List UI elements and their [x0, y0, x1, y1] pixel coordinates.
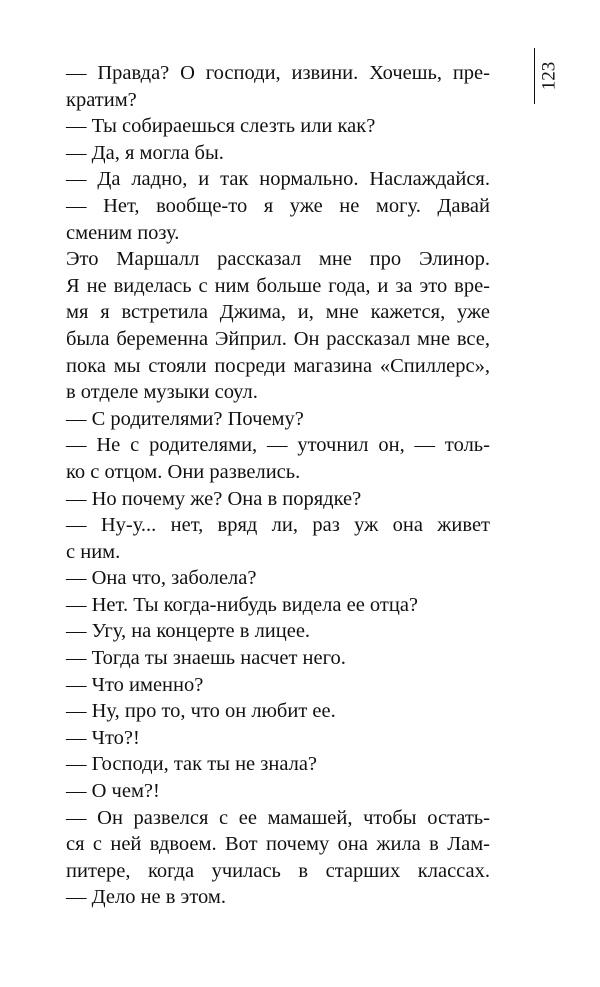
text-line: сменим позу. — [66, 221, 180, 244]
text-line: с ним. — [66, 540, 121, 563]
text-line: в отделе музыки соул. — [66, 381, 258, 404]
text-line: Я не виделась с ним больше года, и за это вре- — [66, 274, 490, 297]
text-line: — Он развелся с ее мамашей, чтобы остать- — [66, 806, 490, 829]
text-line: — Угу, на концерте в лицее. — [66, 620, 311, 643]
text-line: — Но почему же? Она в порядке? — [66, 487, 362, 510]
text-line: — Ну-у... нет, вряд ли, раз уж она живет — [66, 514, 490, 537]
text-line: — Да, я могла бы. — [66, 141, 224, 164]
text-line: — Тогда ты знаешь насчет него. — [66, 647, 346, 670]
text-line: — Да ладно, и так нормально. Наслаждайся. — [66, 168, 490, 191]
text-line: была беременна Эйприл. Он рассказал мне все, — [66, 327, 490, 350]
page-number — [534, 48, 564, 104]
text-line: — Ну, про то, что он любит ее. — [66, 700, 336, 723]
text-line: Это Маршалл рассказал мне про Элинор. — [66, 248, 490, 271]
body-text — [66, 60, 490, 911]
text-line: — Что именно? — [66, 673, 204, 696]
page-number-text: 123 — [538, 61, 559, 91]
text-line: ся с ней вдвоем. Вот почему она жила в Лам- — [66, 833, 490, 856]
text-line: ко с отцом. Они развелись. — [66, 460, 301, 483]
text-line: — Господи, так ты не знала? — [66, 753, 318, 776]
text-line: — Правда? О господи, извини. Хочешь, пре- — [66, 62, 490, 84]
text-line: — Нет. Ты когда-нибудь видела ее отца? — [66, 593, 419, 616]
text-line: — Что?! — [66, 726, 140, 749]
text-line: кратим? — [66, 88, 137, 111]
text-line: — Дело не в этом. — [66, 886, 227, 909]
text-line: — Не с родителями, — уточнил он, — толь- — [66, 434, 490, 457]
text-line: — О чем?! — [66, 780, 160, 803]
text-line: мя я встретила Джима, и, мне кажется, уже — [66, 301, 490, 324]
text-line: — Ты собираешься слезть или как? — [66, 115, 376, 138]
text-line: питере, когда училась в старших классах. — [66, 859, 490, 882]
text-line: пока мы стояли посреди магазина «Спиллерс», — [66, 354, 490, 377]
text-line: — Она что, заболела? — [66, 567, 257, 590]
text-line: — С родителями? Почему? — [66, 407, 304, 430]
text-line: — Нет, вообще-то я уже не могу. Давай — [66, 194, 490, 217]
